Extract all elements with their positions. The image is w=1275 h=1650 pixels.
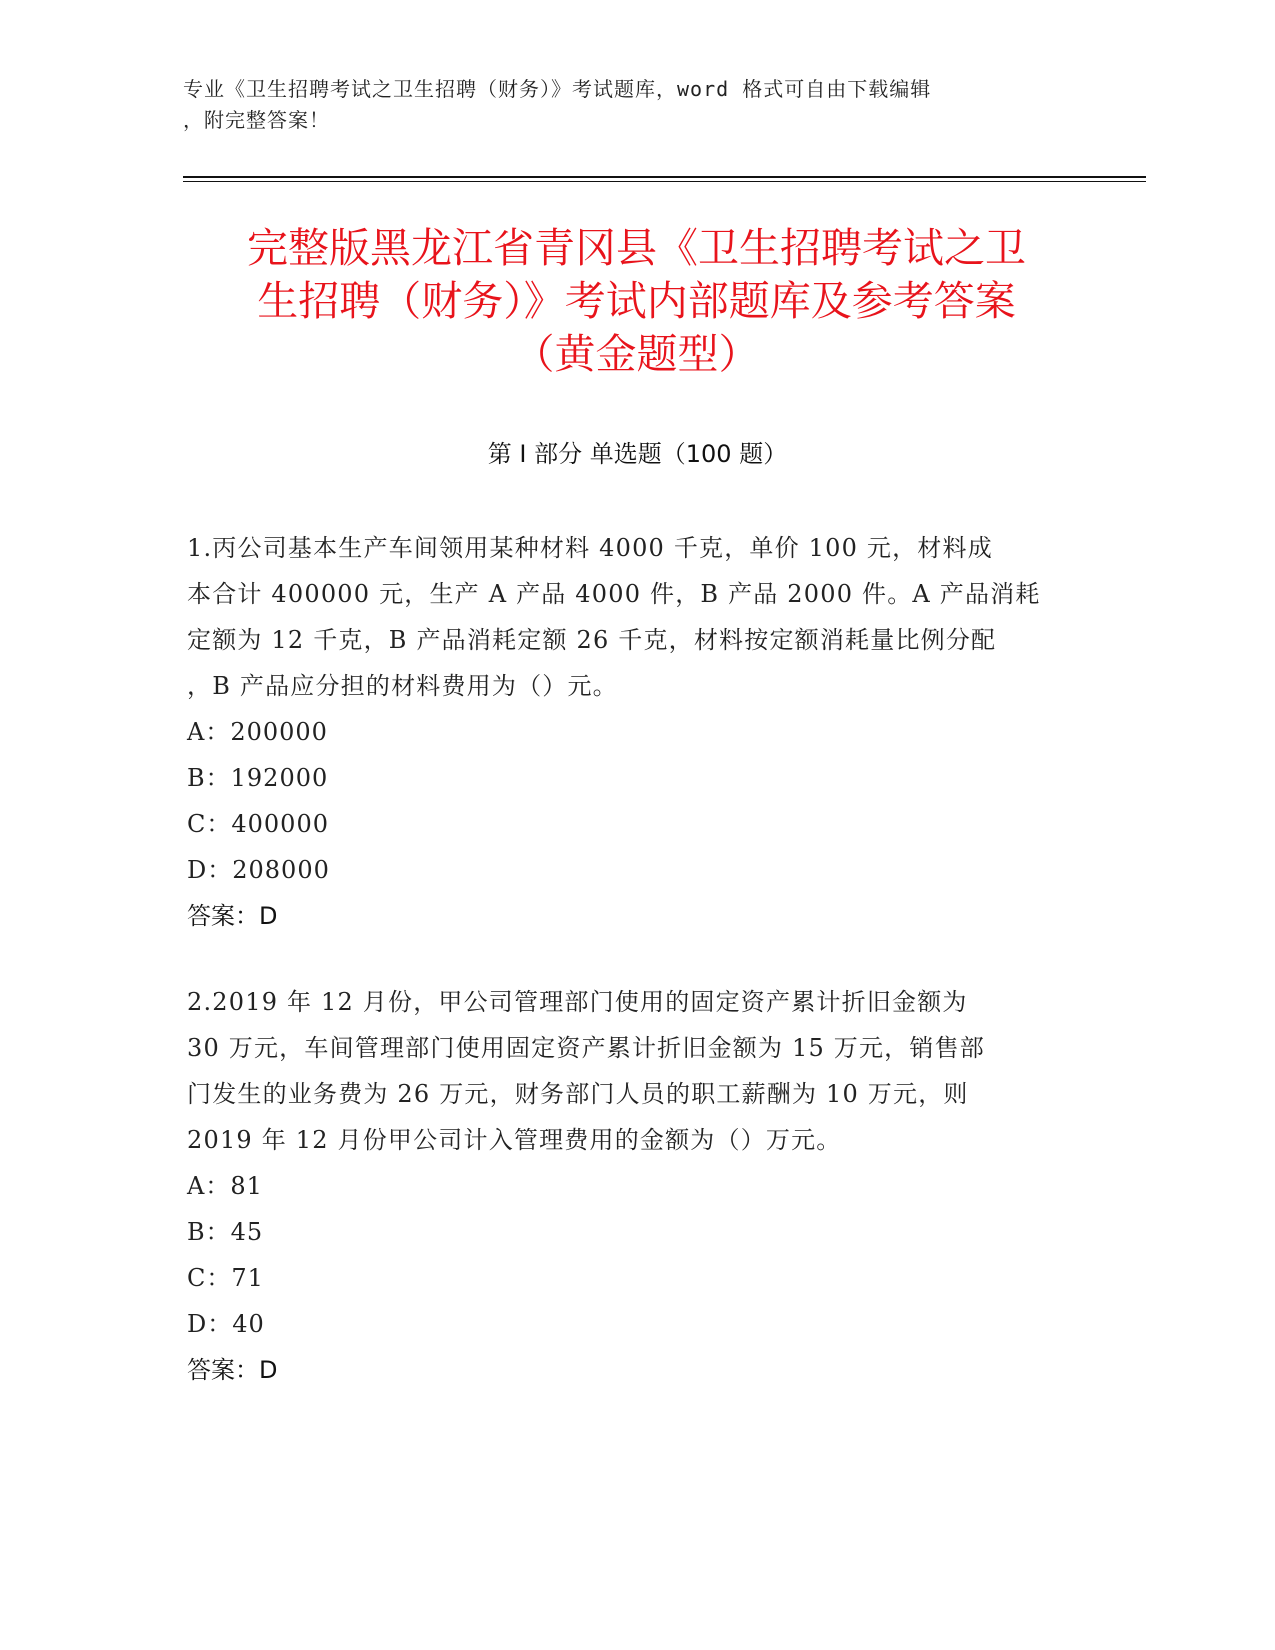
- question-1: [187, 525, 1087, 939]
- question-stem-line: 定额为 12 千克，B 产品消耗定额 26 千克，材料按定额消耗量比例分配: [187, 626, 997, 654]
- option-c: C：400000: [187, 810, 329, 838]
- option-d: D：40: [187, 1310, 265, 1338]
- header-divider-thin: [183, 181, 1146, 182]
- header-note-line-1: 专业《卫生招聘考试之卫生招聘（财务）》考试题库，word 格式可自由下载编辑: [183, 77, 932, 101]
- document-title-line-3: （黄金题型）: [513, 330, 760, 378]
- document-title-line-2: 生招聘（财务）》考试内部题库及参考答案: [257, 277, 1016, 325]
- header-note-line-2: ，附完整答案！: [183, 108, 330, 132]
- option-d: D：208000: [187, 856, 330, 884]
- answer: 答案：D: [187, 1356, 278, 1384]
- question-stem-line: 2.2019 年 12 月份，甲公司管理部门使用的固定资产累计折旧金额为: [187, 988, 968, 1016]
- question-stem-line: 30 万元，车间管理部门使用固定资产累计折旧金额为 15 万元，销售部: [187, 1034, 985, 1062]
- section-heading: 第 I 部分 单选题（100 题）: [487, 440, 788, 468]
- option-b: B：45: [187, 1218, 264, 1246]
- question-stem-line: 2019 年 12 月份甲公司计入管理费用的金额为（）万元。: [187, 1126, 842, 1154]
- question-stem-line: 本合计 400000 元，生产 A 产品 4000 件，B 产品 2000 件。A 产品消耗: [187, 580, 1041, 608]
- option-a: A：81: [187, 1172, 263, 1200]
- question-2: [187, 979, 1087, 1393]
- option-b: B：192000: [187, 764, 329, 792]
- question-stem-line: 1.丙公司基本生产车间领用某种材料 4000 千克，单价 100 元，材料成: [187, 534, 993, 562]
- document-title-line-1: 完整版黑龙江省青冈县《卫生招聘考试之卫: [247, 224, 1026, 272]
- option-a: A：200000: [187, 718, 328, 746]
- question-stem: [187, 979, 1087, 1163]
- header-note: [183, 74, 1063, 136]
- question-stem-line: 门发生的业务费为 26 万元，财务部门人员的职工薪酬为 10 万元，则: [187, 1080, 969, 1108]
- answer: 答案：D: [187, 902, 278, 930]
- option-c: C：71: [187, 1264, 264, 1292]
- document-title: [183, 222, 1090, 381]
- question-stem: [187, 525, 1087, 709]
- header-divider-thick: [183, 176, 1146, 178]
- question-stem-line: ，B 产品应分担的材料费用为（）元。: [187, 672, 618, 700]
